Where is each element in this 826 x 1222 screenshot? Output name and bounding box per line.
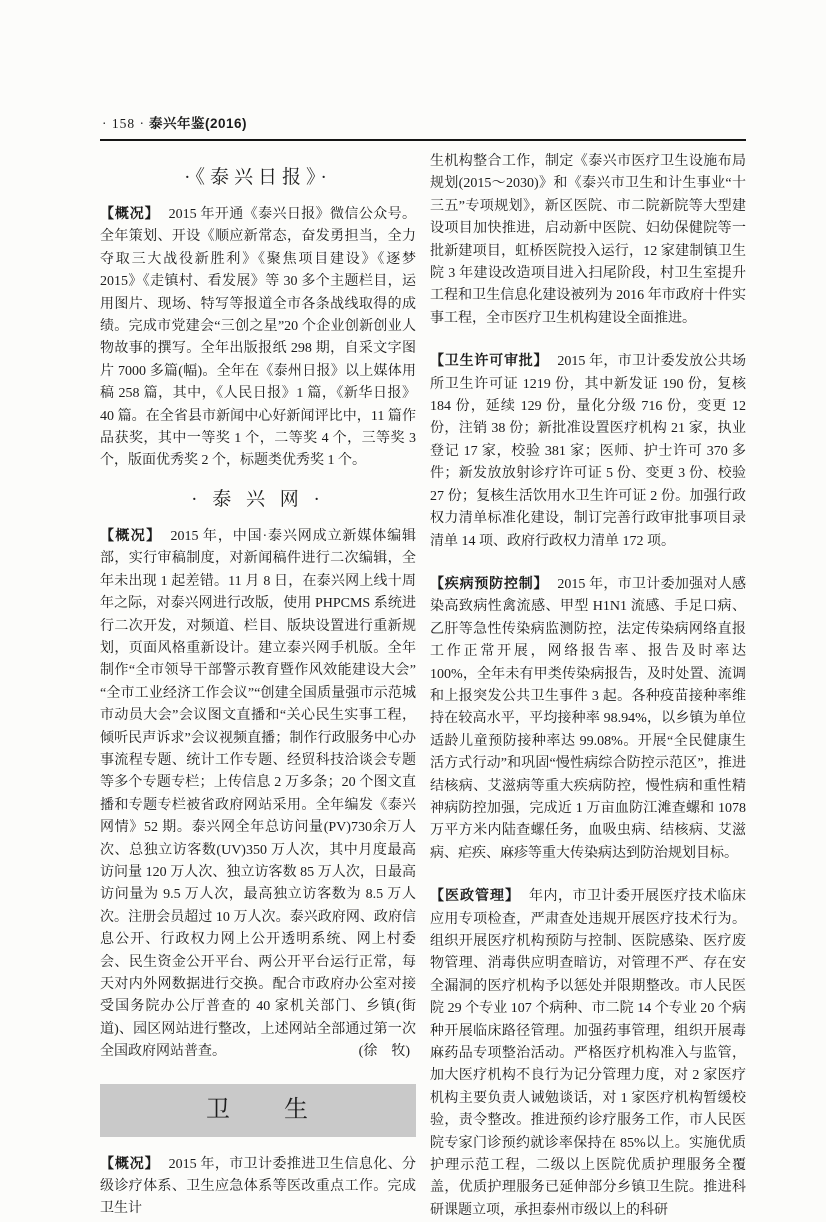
entry-label: 【疾病预防控制】 — [430, 576, 549, 592]
entry-label: 【卫生许可审批】 — [430, 354, 549, 370]
overview-text: 2015 年，中国·泰兴网成立新媒体编辑部，实行审稿制度，对新闻稿件进行二次编辑，全年未出现 1 起差错。11 月 8 日，在泰兴网上线十周年之际，对泰兴网进行改版，使用 PHPCMS 系统进行二次开发，对频道、栏目、版块设置进行重新规划，页面风格重新设计。建立泰兴网手机版。全年制作“全市领导干部警示教育暨作风效能建设大会”“全市工业经济工作会议”“创建全国质量强市示范城市动员大会”会议图文直播和“关心民生实事工程，倾听民声诉求”会议视频直播；制作行政服务中心办事流程专题、统计工作专题、经贸科技洽谈会专题等多个专题专栏；上传信息 2 万多条；20 个图文直播和专题专栏被省政府网站采用。全年编发《泰兴网情》52 期。泰兴网全年总访问量(PV)730余万人次、总独立访客数(UV)350 万人次，其中月度最高访问量 120 万人次、独立访客数 85 万人次，日最高访问量为 9.5 万人次，最高独立访客数为 8.5 万人次。注册会员超过 10 万人次。泰兴政府网、政府信息公开、行政权力网上公开透明系统、网上村委会、民生资金公开平台、两公开平台运行正常，每天对内外网数据进行交换。配合市政府办公室对接受国务院办公厅普查的 40 家机关部门、乡镇(街道)、园区网站进行整改，上述网站全部通过第一次全国政府网站普查。 — [100, 528, 416, 1060]
author-byline: (徐 牧) — [358, 1044, 410, 1060]
entry-health-licensing — [430, 351, 746, 553]
book-title: 泰兴年鉴(2016) — [149, 116, 248, 131]
article-title-taixing-daily: ·《泰兴日报》· — [184, 167, 332, 188]
header-rule — [100, 139, 746, 141]
taixing-daily-overview-paragraph — [100, 204, 416, 473]
health-section-banner — [100, 1084, 416, 1137]
entry-medical-administration — [430, 886, 746, 1222]
taixing-web-overview-paragraph — [100, 526, 416, 1064]
running-head — [100, 112, 746, 132]
overview-text: 2015 年，市卫计委推进卫生信息化、分级诊疗体系、卫生应急体系等医改重点工作。完成卫生计 — [100, 1156, 417, 1217]
overview-label: 【概况】 — [100, 1156, 160, 1172]
right-column — [430, 151, 746, 1222]
entry-label: 【医政管理】 — [430, 889, 520, 905]
overview-text: 2015 年开通《泰兴日报》微信公众号。全年策划、开设《顺应新常态，奋发勇担当，全力夺取三大战役新胜利》《聚焦项目建设》《逐梦 2015》《走镇村、看发展》等 30 多个主题栏目，运用图片、现场、特写等报道全市各条战线取得的成绩。完成市党建会“三创之星”20 个企业创新创业人物故事的撰写。全年出版报纸 298 期，自采文字图片 7000 多篇(幅)。全年在《泰州日报》以上媒体用稿 258 篇，其中，《人民日报》1 篇，《新华日报》40 篇。在全省县市新闻中心好新闻评比中，11 篇作品获奖，其中一等奖 1 个，二等奖 4 个，三等奖 3 个，版面优秀奖 2 个，标题类优秀奖 1 个。 — [100, 207, 417, 469]
left-column — [100, 151, 416, 1222]
two-column-layout — [100, 151, 746, 1222]
overview-label: 【概况】 — [100, 528, 162, 544]
page-number: · 158 · — [102, 116, 145, 131]
health-section-banner-title: 卫 生 — [206, 1096, 310, 1123]
page-content — [100, 112, 746, 1222]
entry-text: 年内，市卫计委开展医疗技术临床应用专项检查，严肃查处违规开展医疗技术行为。组织开展医疗机构预防与控制、医院感染、医疗废物管理、消毒供应明查暗访，对管理不严、存在安全漏洞的医疗机构予以惩处并限期整改。市人民医院 29 个专业 107 个病种、市二院 14 个专业 20 个病种开展临床路径管理。加强药事管理，组织开展毒麻药品专项整治活动。严格医疗机构准入与监管，加大医疗机构不良行为记分管理力度，对 2 家医疗机构主要负责人诫勉谈话，对 1 家医疗机构暂缓校验，责令整改。推进预约诊疗服务工作，市人民医院专家门诊预约就诊率保持在 85%以上。实施优质护理示范工程，二级以上医院优质护理服务全覆盖，优质护理服务已延伸部分乡镇卫生院。推进科研课题立项，承担泰州市级以上的科研 — [430, 889, 746, 1218]
entry-disease-prevention — [430, 574, 746, 865]
health-overview-paragraph — [100, 1154, 416, 1221]
entry-text: 2015 年，市卫计委加强对人感染高致病性禽流感、甲型 H1N1 流感、手足口病、乙肝等急性传染病监测防控，法定传染病网络直报工作正常开展，网络报告率、报告及时率达 100%，全年未有甲类传染病报告，及时处置、流调和上报突发公共卫生事件 3 起。各种疫苗接种率维持在较高水平，平均接种率 98.94%，以乡镇为单位适龄儿童预防接种率达 99.08%。开展“全民健康生活方式行动”和巩固“慢性病综合防控示范区”，推进结核病、艾滋病等重大疾病防控，慢性病和重性精神病防控加强，完成近 1 万亩血防江滩查螺和 1078 万平方米内陆查螺任务，血吸虫病、结核病、艾滋病、疟疾、麻疹等重大传染病达到防治规划目标。 — [430, 576, 747, 861]
health-overview-continuation: 生机构整合工作，制定《泰兴市医疗卫生设施布局规划(2015～2030)》和《泰兴市卫生和计生事业“十三五”专项规划》，新区医院、市二院新院等大型建设项目加快推进，启动新中医院、妇幼保健院等一批新建项目，虹桥医院投入运行，12 家建制镇卫生院 3 年建设改造项目进入扫尾阶段，村卫生室提升工程和卫生信息化建设被列为 2016 年市政府十件实事工程，全市医疗卫生机构建设全面推进。 — [430, 154, 746, 326]
entry-text: 2015 年，市卫计委发放公共场所卫生许可证 1219 份，其中新发证 190 份，复核 184 份，延续 129 份，量化分级 716 份，变更 12 份，注销 38 份；新批准设置医疗机构 21 家，执业登记 17 家，校验 381 家；医师、护士许可 370 多件；新发放放射诊疗许可证 5 份、变更 3 份、校验 27 份；复核生活饮用水卫生许可证 2 份。加强行政权力清单标准化建设，制订完善行政审批事项目录清单 14 项、政府行政权力清单 172 项。 — [430, 354, 747, 549]
article-title-taixing-web: · 泰 兴 网 · — [191, 488, 325, 510]
overview-label: 【概况】 — [100, 207, 160, 222]
